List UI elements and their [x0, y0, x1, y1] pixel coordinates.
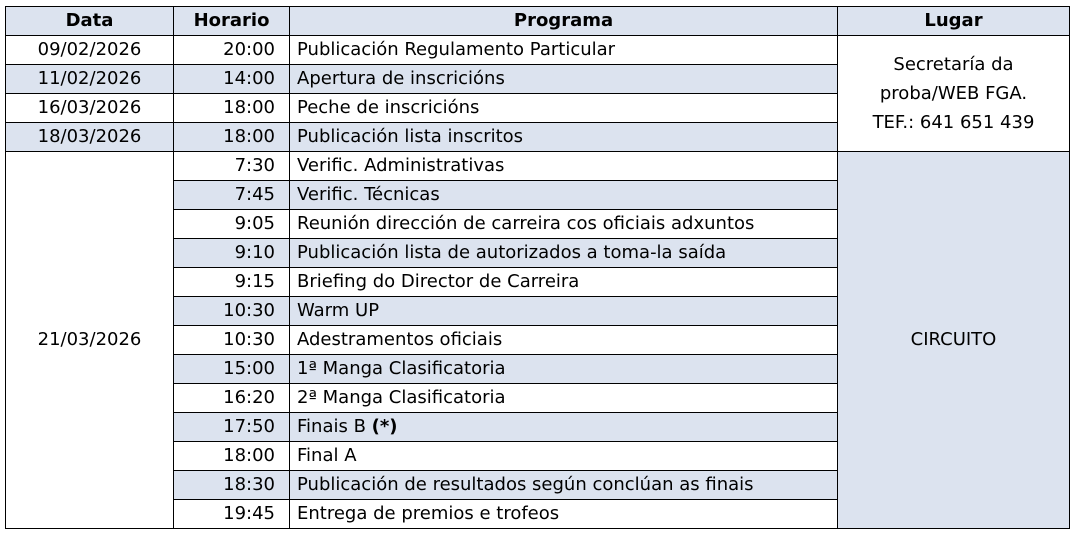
program-cell: Verific. Técnicas — [290, 181, 838, 210]
time-cell: 18:00 — [174, 123, 290, 152]
footnote-marker: (*) — [371, 416, 398, 437]
lugar-line: TEF.: 641 651 439 — [872, 112, 1035, 133]
table-row — [6, 152, 1070, 181]
table-row — [6, 36, 1070, 65]
header-programa: Programa — [290, 7, 838, 36]
time-cell: 19:45 — [174, 500, 290, 529]
lugar-line: Secretaría da — [893, 54, 1014, 75]
lugar-secretaria — [838, 36, 1070, 152]
date-cell-race-day: 21/03/2026 — [6, 152, 174, 529]
header-horario: Horario — [174, 7, 290, 36]
time-cell: 7:45 — [174, 181, 290, 210]
time-cell: 9:05 — [174, 210, 290, 239]
header-row — [6, 7, 1070, 36]
program-cell: Briefing do Director de Carreira — [290, 268, 838, 297]
time-cell: 9:10 — [174, 239, 290, 268]
time-cell: 17:50 — [174, 413, 290, 442]
date-cell: 09/02/2026 — [6, 36, 174, 65]
lugar-line: proba/WEB FGA. — [879, 83, 1028, 104]
program-cell: Apertura de inscricións — [290, 65, 838, 94]
header-lugar: Lugar — [838, 7, 1070, 36]
program-cell: Final A — [290, 442, 838, 471]
program-cell: Warm UP — [290, 297, 838, 326]
program-cell: Publicación de resultados según conclúan as finais — [290, 471, 838, 500]
time-cell: 18:30 — [174, 471, 290, 500]
time-cell: 7:30 — [174, 152, 290, 181]
schedule-table — [5, 6, 1070, 529]
program-cell: Publicación lista de autorizados a toma-la saída — [290, 239, 838, 268]
program-cell: 2ª Manga Clasificatoria — [290, 384, 838, 413]
time-cell: 18:00 — [174, 94, 290, 123]
program-cell: Peche de inscricións — [290, 94, 838, 123]
time-cell: 10:30 — [174, 297, 290, 326]
program-cell: Reunión dirección de carreira cos oficiais adxuntos — [290, 210, 838, 239]
program-cell: Entrega de premios e trofeos — [290, 500, 838, 529]
program-cell — [290, 413, 838, 442]
header-data: Data — [6, 7, 174, 36]
program-cell: Publicación Regulamento Particular — [290, 36, 838, 65]
program-cell: Publicación lista inscritos — [290, 123, 838, 152]
date-cell: 16/03/2026 — [6, 94, 174, 123]
program-text: Finais B — [297, 416, 366, 437]
time-cell: 14:00 — [174, 65, 290, 94]
date-cell: 11/02/2026 — [6, 65, 174, 94]
time-cell: 10:30 — [174, 326, 290, 355]
time-cell: 9:15 — [174, 268, 290, 297]
lugar-circuito: CIRCUITO — [838, 152, 1070, 529]
date-cell: 18/03/2026 — [6, 123, 174, 152]
program-cell: Adestramentos oficiais — [290, 326, 838, 355]
time-cell: 16:20 — [174, 384, 290, 413]
time-cell: 18:00 — [174, 442, 290, 471]
program-cell: Verific. Administrativas — [290, 152, 838, 181]
time-cell: 20:00 — [174, 36, 290, 65]
program-cell: 1ª Manga Clasificatoria — [290, 355, 838, 384]
time-cell: 15:00 — [174, 355, 290, 384]
